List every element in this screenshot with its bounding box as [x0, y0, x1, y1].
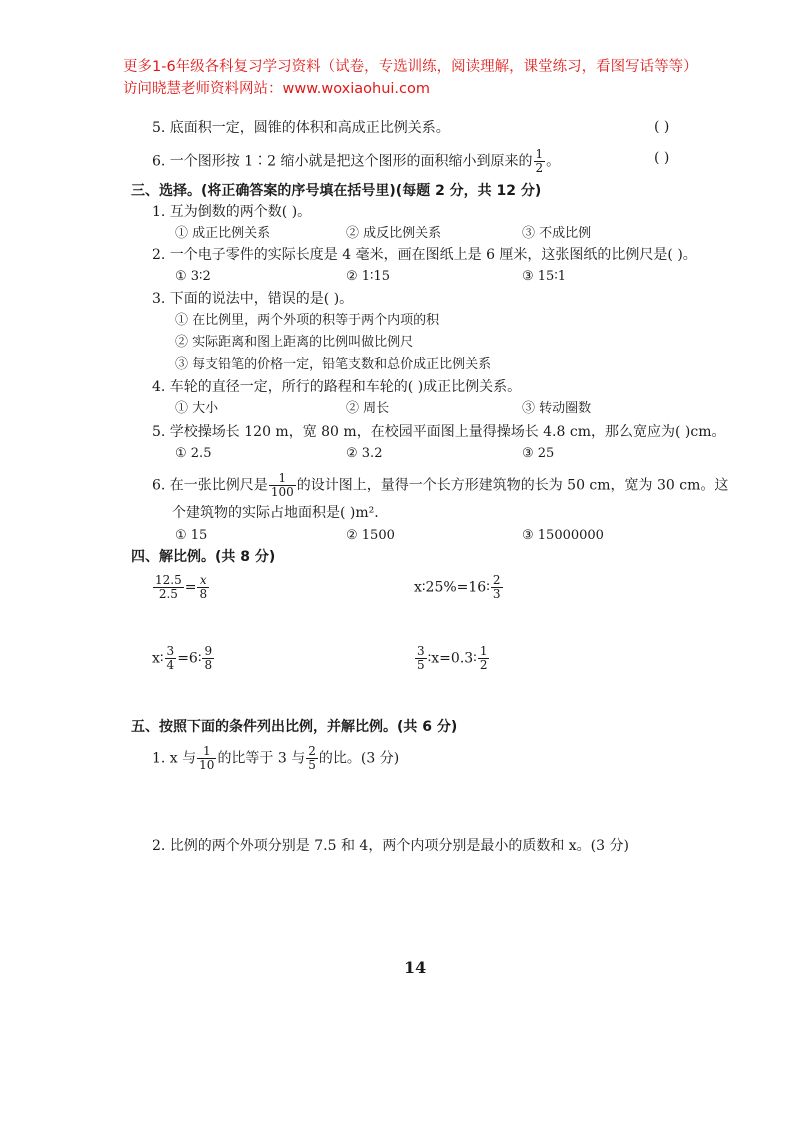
- s3-q1-opt3: ③ 不成比例: [522, 226, 592, 241]
- s5-q1: 1. x 与 $\frac{1}{10}$ 的比等于 3 与 $\frac{2}{5}$ 的比。(3 分): [152, 744, 400, 772]
- s3-q5-opt1: ① 2.5: [175, 446, 212, 461]
- s3-q4-stem: 4. 车轮的直径一定，所行的路程和车轮的( )成正比例关系。: [152, 379, 522, 395]
- s3-q6-opt2: ② 1500: [346, 528, 395, 543]
- s3-q1-opt2: ② 成反比例关系: [346, 226, 442, 241]
- promo-banner: 更多1-6年级各科复习学习资料（试卷，专选训练，阅读理解，课堂练习，看图写话等等）访问晓慧老师资料网站：www.woxiaohui.com: [123, 59, 698, 97]
- s3-q6-fraction: $\frac{1}{100}$: [270, 471, 294, 499]
- s3-q3-stem: 3. 下面的说法中，错误的是( )。: [152, 291, 354, 307]
- s3-q2-opt2: ② 1∶15: [346, 269, 390, 284]
- s3-q6-opt1: ① 15: [175, 528, 208, 543]
- s3-q5-opt3: ③ 25: [522, 446, 555, 461]
- s3-q6-opt3: ③ 15000000: [522, 528, 604, 543]
- s3-q1-stem: 1. 互为倒数的两个数( )。: [152, 204, 312, 220]
- s3-q4-opt1: ① 大小: [175, 401, 219, 416]
- section3-title: 三、选择。(将正确答案的序号填在括号里)(每题 2 分，共 12 分): [131, 183, 542, 199]
- s3-q1-opt1: ① 成正比例关系: [175, 226, 271, 241]
- judge-q5-paren: ( ): [654, 119, 670, 135]
- s3-q2-opt3: ③ 15∶1: [522, 269, 566, 284]
- judge-q5: 5. 底面积一定，圆锥的体积和高成正比例关系。: [152, 120, 450, 136]
- s3-q5-stem: 5. 学校操场长 120 m，宽 80 m，在校园平面图上量得操场长 4.8 cm，那么宽应为( )cm。: [152, 424, 726, 440]
- s3-q5-opt2: ② 3.2: [346, 446, 383, 461]
- judge-q6-text: 6. 一个图形按 1∶2 缩小就是把这个图形的面积缩小到原来的: [152, 153, 533, 170]
- s4-eq4: $\frac{3}{5}$ ∶x=0.3∶ $\frac{1}{2}$: [417, 644, 488, 672]
- s3-q6-stem2: 个建筑物的实际占地面积是( )m².: [172, 505, 379, 521]
- section4-title: 四、解比例。(共 8 分): [131, 549, 276, 565]
- section5-title: 五、按照下面的条件列出比例，并解比例。(共 6 分): [131, 719, 458, 735]
- s4-eq1: $\frac{12.5}{2.5}$ = $\frac{x}{8}$: [155, 573, 208, 601]
- s3-q2-stem: 2. 一个电子零件的实际长度是 4 毫米，画在图纸上是 6 厘米，这张图纸的比例尺是( )。: [152, 247, 697, 263]
- judge-q6-fraction: $\frac{1}{2}$: [535, 147, 544, 175]
- s3-q6-stem: 6. 在一张比例尺是 $\frac{1}{100}$ 的设计图上，量得一个长方形建筑物的长为 50 cm，宽为 30 cm。这: [152, 471, 729, 499]
- s3-q3-opt3: ③ 每支铅笔的价格一定，铅笔支数和总价成正比例关系: [175, 357, 492, 372]
- s3-q3-opt1: ① 在比例里，两个外项的积等于两个内项的积: [175, 313, 440, 328]
- s3-q3-opt2: ② 实际距离和图上距离的比例叫做比例尺: [175, 335, 414, 350]
- s3-q4-opt2: ② 周长: [346, 401, 390, 416]
- s5-q2: 2. 比例的两个外项分别是 7.5 和 4，两个内项分别是最小的质数和 x。(3 分): [152, 838, 629, 854]
- s3-q4-opt3: ③ 转动圈数: [522, 401, 592, 416]
- s3-q2-opt1: ① 3∶2: [175, 269, 211, 284]
- judge-q6: 6. 一个图形按 1∶2 缩小就是把这个图形的面积缩小到原来的 $\frac{1}{2}$ 。: [152, 147, 561, 175]
- page-number: 14: [404, 958, 427, 977]
- s4-eq3: x∶ $\frac{3}{4}$ =6∶ $\frac{9}{8}$: [152, 644, 213, 672]
- judge-q6-paren: ( ): [654, 150, 670, 166]
- s4-eq2: x∶25%=16∶ $\frac{2}{3}$: [414, 573, 501, 601]
